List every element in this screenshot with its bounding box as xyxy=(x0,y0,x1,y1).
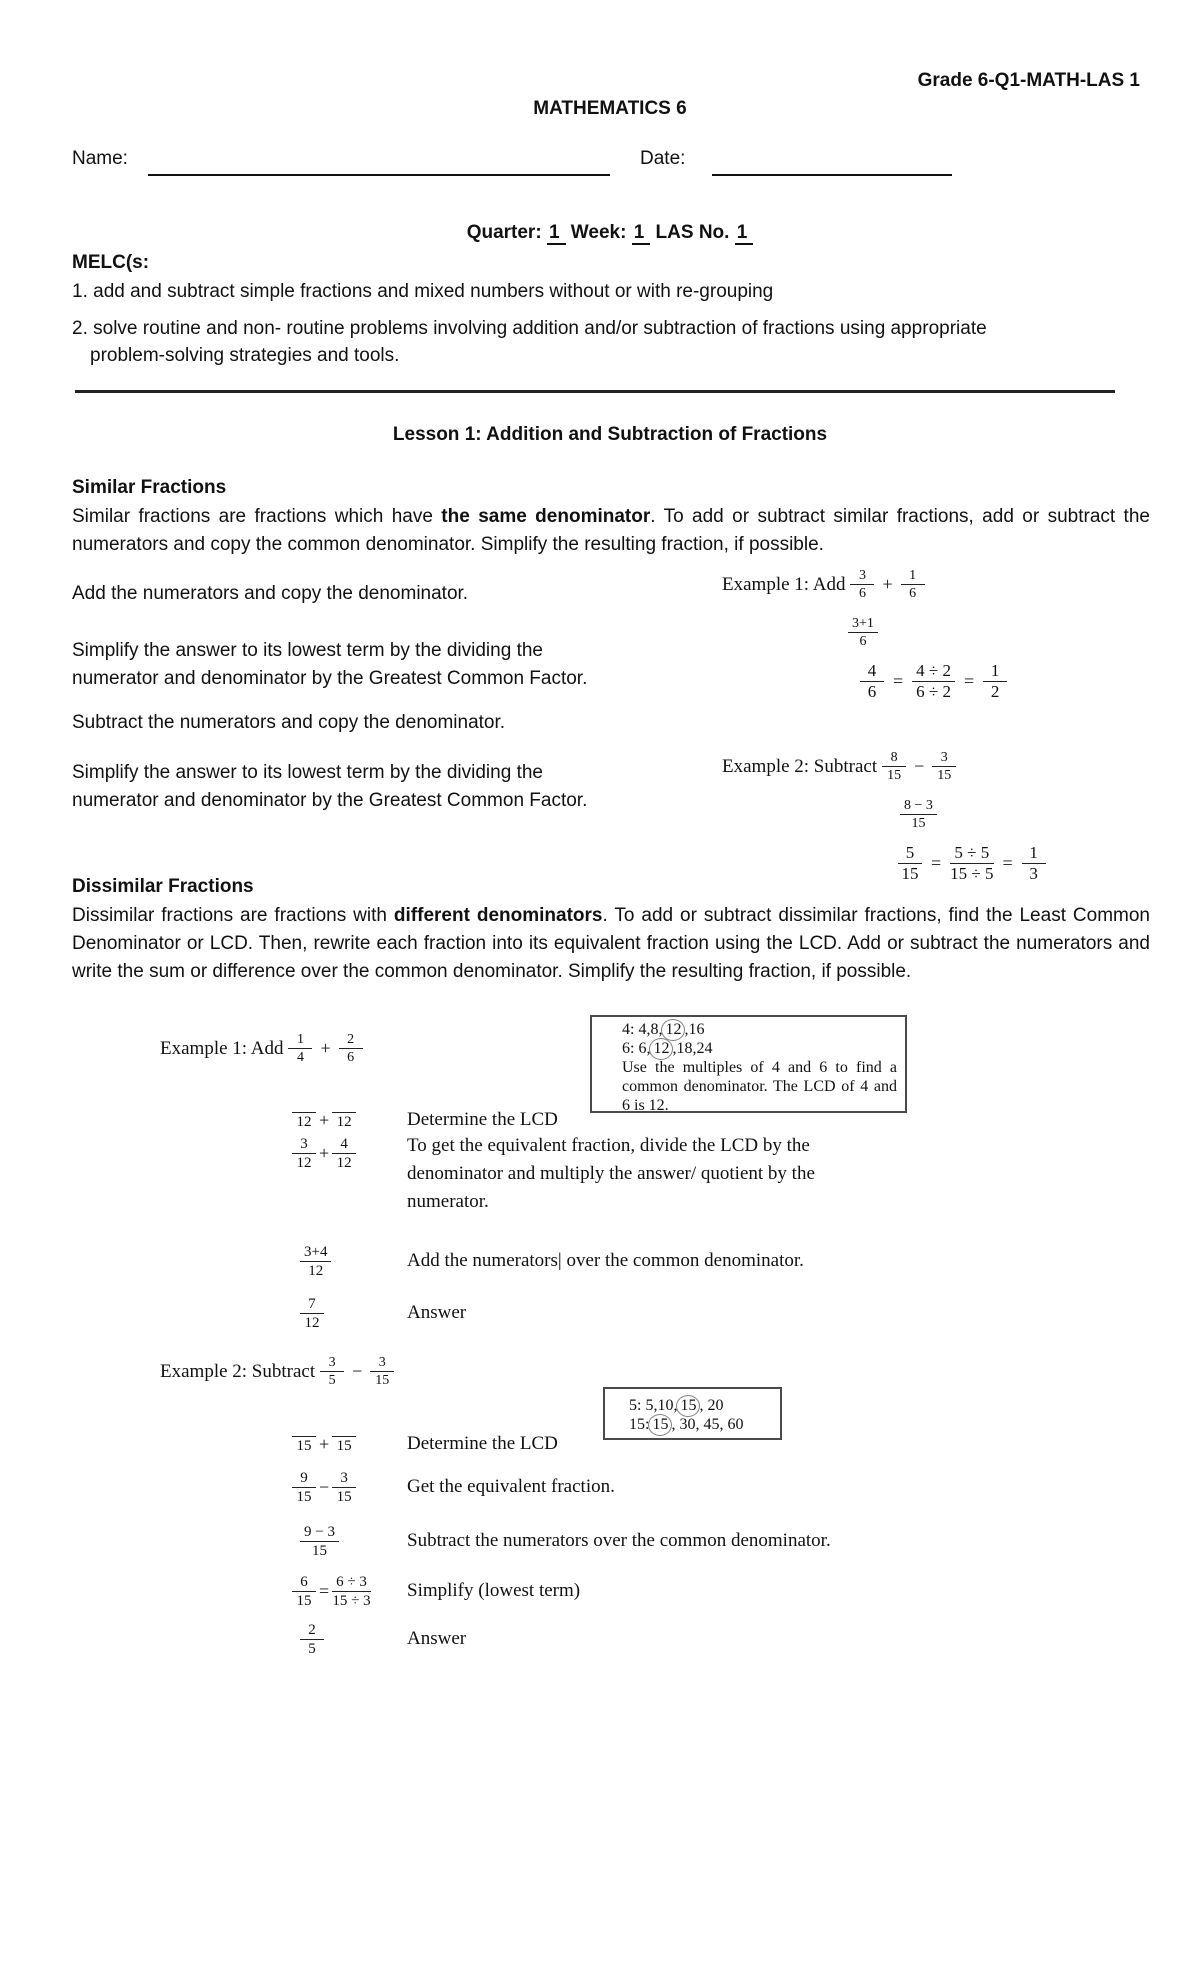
fraction: $\frac{3+1}{6}$ xyxy=(848,616,878,649)
fraction-blank-numerator: 12 xyxy=(292,1111,316,1130)
multiples-line: 6: 6, 12 ,18,24 xyxy=(622,1039,897,1058)
fraction-blank-numerator: 12 xyxy=(332,1111,356,1130)
similar-example-2-work xyxy=(900,798,937,831)
circled-number: 12 xyxy=(649,1038,673,1060)
similar-example-1-work xyxy=(848,616,878,649)
fraction-work xyxy=(292,1622,407,1657)
minus-operator: − xyxy=(352,1361,363,1381)
equals-sign: = xyxy=(931,853,942,873)
work-row-label: Determine the LCD xyxy=(407,1109,558,1130)
fraction: $\frac{4 \div 2}{6 \div 2}$ xyxy=(912,662,955,701)
fraction: 3 5 xyxy=(320,1355,344,1388)
name-label: Name: xyxy=(72,148,128,169)
fraction: $\frac{2}{6}$ xyxy=(339,1032,363,1065)
fraction: $\frac{8 - 3}{15}$ xyxy=(900,798,937,831)
fraction: 3 6 xyxy=(850,568,874,601)
example-label: Example 1: Add xyxy=(160,1037,284,1059)
fraction: $\frac{1}{6}$ xyxy=(901,568,925,601)
work-row xyxy=(292,1238,804,1284)
plus-operator: + xyxy=(319,1109,330,1130)
lesson-heading: Lesson 1: Addition and Subtraction of Fractions xyxy=(392,424,828,445)
dissimilar-fractions-intro xyxy=(72,902,1150,986)
fraction-work xyxy=(292,1136,407,1171)
work-row xyxy=(292,1464,615,1510)
page-title: MATHEMATICS 6 xyxy=(533,98,687,119)
work-row-label: To get the equivalent fraction, divide the LCD by the denominator and multiply the answer/ quotient by the numerator. xyxy=(407,1135,815,1212)
minus-operator: − xyxy=(914,756,925,776)
similar-fractions-intro xyxy=(72,503,1150,559)
melc-item-1: 1. add and subtract simple fractions and mixed numbers without or with re-grouping xyxy=(72,281,774,302)
work-row xyxy=(292,1422,558,1466)
melc-heading: MELC(s: xyxy=(72,252,150,273)
quarter-label: Quarter: xyxy=(466,222,547,243)
lcd-note: Use the multiples of 4 and 6 to find a common denominator. The LCD of 4 and 6 is 12. xyxy=(622,1059,897,1114)
plus-operator: + xyxy=(319,1143,330,1163)
example-label: Example 2: Subtract xyxy=(160,1360,316,1382)
step-simplify-line-1: Simplify the answer to its lowest term by the dividing the xyxy=(72,640,543,661)
fraction: $\frac{5 \div 5}{15 \div 5}$ xyxy=(950,843,994,883)
plus-operator: + xyxy=(882,574,893,594)
melc-item-2-line-1: 2. solve routine and non- routine problems involving addition and/or subtraction of fractions using appropriate xyxy=(72,318,987,339)
work-row-label: Get the equivalent fraction. xyxy=(407,1476,615,1497)
fraction: $\frac{6}{15}$ xyxy=(292,1574,316,1609)
example-label: Example 1: Add xyxy=(722,573,846,595)
minus-operator: − xyxy=(319,1476,330,1497)
equals-sign: = xyxy=(893,671,904,691)
work-row-label: Answer xyxy=(407,1628,467,1649)
dissimilar-example-2-heading xyxy=(160,1355,394,1388)
step-add-numerators: Add the numerators and copy the denominator. xyxy=(72,583,469,604)
fraction: 9 15 xyxy=(292,1470,316,1505)
similar-example-2-heading xyxy=(722,750,956,783)
similar-example-2-simplify-equation xyxy=(898,844,1046,883)
fraction: $\frac{6 \div 3}{15 \div 3}$ xyxy=(332,1573,371,1609)
fraction: 2 5 xyxy=(300,1622,324,1657)
step-simplify-line-2: numerator and denominator by the Greatest Common Factor. xyxy=(72,668,588,689)
fraction: 8 15 xyxy=(882,750,906,783)
fraction-work xyxy=(292,1434,407,1455)
lcd-multiples-box xyxy=(590,1015,907,1113)
week-value: 1 xyxy=(632,223,651,245)
fraction: 3+4 12 xyxy=(300,1244,331,1279)
intro-text: . To add or subtract dissimilar fractions, find the Least Common Denominator or LCD. Then, rewrite each fraction into its equivalent fraction using the LCD. Add or subtract the numerators and write the sum or difference over the common denominator. Simplify the resulting fraction, if possible. xyxy=(72,905,1150,982)
fraction: $\frac{3}{15}$ xyxy=(332,1470,356,1505)
equals-sign: = xyxy=(1002,853,1013,873)
date-label: Date: xyxy=(640,148,686,169)
fraction: $\frac{4}{6}$ xyxy=(860,662,884,701)
fraction: 9 − 3 15 xyxy=(300,1524,339,1559)
work-row-label: Subtract the numerators over the common denominator. xyxy=(407,1530,831,1551)
melc-item-2-line-2: problem-solving strategies and tools. xyxy=(90,345,400,366)
work-row-label: Add the numerators| over the common denominator. xyxy=(407,1250,804,1271)
intro-text: Similar fractions are fractions which have xyxy=(72,506,442,527)
date-blank-line xyxy=(712,174,952,176)
similar-example-1-simplify-equation xyxy=(860,662,1007,701)
dissimilar-example-1-heading xyxy=(160,1032,363,1065)
fraction: $\frac{5}{15}$ xyxy=(898,844,922,883)
work-row xyxy=(292,1290,466,1336)
fraction-work xyxy=(292,1244,407,1279)
intro-bold-phrase: different denominators xyxy=(393,905,603,926)
fraction: 1 4 xyxy=(288,1032,312,1065)
intro-text: Dissimilar fractions are fractions with xyxy=(72,905,394,926)
circled-number: 15 xyxy=(676,1395,700,1417)
work-row xyxy=(292,1568,580,1614)
step-subtract-numerators: Subtract the numerators and copy the denominator. xyxy=(72,712,506,733)
fraction-work xyxy=(292,1110,407,1131)
multiples-line: 15: 15 , 30, 45, 60 xyxy=(629,1415,774,1434)
multiples-line: 4: 4,8, 12 ,16 xyxy=(622,1020,897,1039)
fraction: $\frac{3}{15}$ xyxy=(370,1355,394,1388)
fraction-work xyxy=(292,1470,407,1505)
document-code: Grade 6-Q1-MATH-LAS 1 xyxy=(917,70,1140,91)
work-row-label: Determine the LCD xyxy=(407,1433,558,1454)
plus-operator: + xyxy=(320,1038,331,1058)
similar-fractions-heading: Similar Fractions xyxy=(72,477,227,498)
las-no-value: 1 xyxy=(735,223,754,245)
similar-example-1-heading xyxy=(722,568,925,601)
fraction: $\frac{4}{12}$ xyxy=(332,1136,356,1171)
intro-text: . To add or subtract similar fractions, add or subtract the numerators and copy the common denominator. Simplify the resulting fraction, if possible. xyxy=(72,506,1150,555)
equals-sign: = xyxy=(964,671,975,691)
intro-bold-phrase: the same denominator xyxy=(441,506,651,527)
work-row-label: Simplify (lowest term) xyxy=(407,1580,581,1601)
fraction-blank-numerator: 15 xyxy=(332,1435,356,1454)
example-label: Example 2: Subtract xyxy=(722,755,878,777)
las-no-label: LAS No. xyxy=(650,222,735,243)
lcd-multiples-box xyxy=(603,1387,782,1440)
equals-sign: = xyxy=(319,1580,330,1601)
quarter-week-las-line xyxy=(20,222,1200,245)
dissimilar-fractions-heading: Dissimilar Fractions xyxy=(72,876,254,897)
week-label: Week: xyxy=(565,222,632,243)
fraction-work xyxy=(292,1524,407,1559)
plus-operator: + xyxy=(319,1433,330,1454)
fraction-work xyxy=(292,1574,407,1609)
fraction: $\frac{1}{2}$ xyxy=(983,662,1007,701)
multiples-line: 5: 5,10, 15 , 20 xyxy=(629,1396,774,1415)
fraction: 7 12 xyxy=(300,1296,324,1331)
fraction: $\frac{1}{3}$ xyxy=(1022,844,1046,883)
step-simplify2-line-2: numerator and denominator by the Greatest Common Factor. xyxy=(72,790,588,811)
name-blank-line xyxy=(148,174,610,176)
fraction: 3 12 xyxy=(292,1136,316,1171)
work-row xyxy=(292,1132,877,1216)
work-row-label: Answer xyxy=(407,1302,467,1323)
fraction-blank-numerator: 15 xyxy=(292,1435,316,1454)
fraction-work xyxy=(292,1296,407,1331)
step-simplify2-line-1: Simplify the answer to its lowest term by the dividing the xyxy=(72,762,543,783)
work-row xyxy=(292,1616,466,1662)
circled-number: 15 xyxy=(648,1414,672,1436)
work-row xyxy=(292,1518,831,1564)
divider-rule xyxy=(75,390,1115,393)
quarter-value: 1 xyxy=(547,223,566,245)
fraction: $\frac{3}{15}$ xyxy=(932,750,956,783)
circled-number: 12 xyxy=(661,1019,685,1041)
